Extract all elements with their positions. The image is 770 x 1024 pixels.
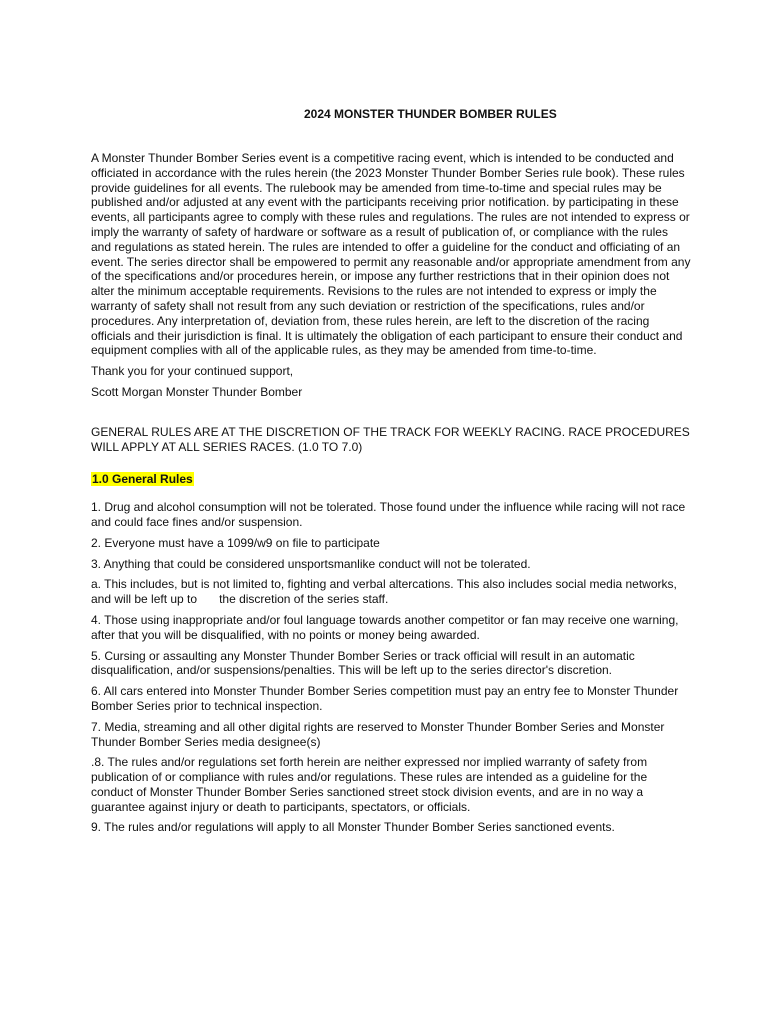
general-rules-note: GENERAL RULES ARE AT THE DISCRETION OF THE TRACK FOR WEEKLY RACING. RACE PROCEDURES WILL APPLY AT ALL SERIES RACES. (1.0 TO 7.0) bbox=[91, 424, 690, 454]
rule-3: 3. Anything that could be considered unsportsmanlike conduct will not be tolerated. bbox=[91, 556, 531, 571]
intro-paragraph: A Monster Thunder Bomber Series event is a competitive racing event, which is intended to be conducted and officiated in accordance with the rules herein (the 2023 Monster Thunder Bomber Series rule book). These rules provide guidelines for all events. The rulebook may be amended from time-to-time and special rules may be published and/or adjusted at any event with the participants receiving prior notification. by participating in these events, all participants agree to comply with these rules and regulations. The rules are not intended to express or imply the warranty of safety of hardware or software as a result of publication of, or compliance with the rules and regulations as stated herein. The rules are intended to offer a guideline for the conduct and officiating of an event. The series director shall be empowered to permit any reasonable and/or appropriate amendment from any of the specifications and/or procedures herein, or impose any further restrictions that in their opinion does not alter the minimum acceptable requirements. Revisions to the rules are not intended to express or imply the warranty of safety shall not result from any such deviation or restriction of the specifications, rules and/or procedures. Any interpretation of, deviation from, these rules herein, are left to the discretion of the racing officials and their jurisdiction is final. It is ultimately the obligation of each participant to ensure their conduct and equipment complies with all of the applicable rules, as they may be amended from time-to-time. bbox=[91, 151, 691, 358]
rule-5: 5. Cursing or assaulting any Monster Thunder Bomber Series or track official will result in an automatic disqualification, and/or suspensions/penalties. This will be left up to the series director's discretion. bbox=[91, 648, 635, 678]
section-heading-container bbox=[91, 472, 691, 487]
thanks-line: Thank you for your continued support, bbox=[91, 364, 294, 379]
rule-1-line-2: and could face fines and/or suspension. bbox=[91, 514, 303, 529]
rule-7: 7. Media, streaming and all other digital rights are reserved to Monster Thunder Bomber Series and Monster Thunder Bomber Series media designee(s) bbox=[91, 719, 665, 749]
section-heading: 1.0 General Rules bbox=[92, 472, 193, 487]
rule-6: 6. All cars entered into Monster Thunder Bomber Series competition must pay an entry fee to Monster Thunder Bomber Series prior to technical inspection. bbox=[91, 684, 679, 713]
signature-line: Scott Morgan Monster Thunder Bomber bbox=[91, 384, 303, 399]
rule-4: 4. Those using inappropriate and/or foul language towards another competitor or fan may receive one warning, after that you will be disqualified, with no points or money being awarded. bbox=[91, 612, 679, 642]
rule-3a-part-2: the discretion of the series staff. bbox=[219, 592, 389, 607]
rule-3a-part-1: a. This includes, but is not limited to, fighting and verbal altercations. This also includes social media networks, and will be left up to bbox=[91, 577, 677, 607]
rule-1 bbox=[91, 500, 691, 530]
document-title: 2024 MONSTER THUNDER BOMBER RULES bbox=[304, 107, 557, 121]
rule-9: 9. The rules and/or regulations will apply to all Monster Thunder Bomber Series sanctioned events. bbox=[91, 820, 615, 835]
document-body bbox=[91, 151, 691, 841]
rule-8: .8. The rules and/or regulations set forth herein are neither expressed nor implied warranty of safety from publication of or compliance with rules and/or regulations. These rules are intended as a guideline for the conduct of Monster Thunder Bomber Series sanctioned street stock division events, and are in no way a guarantee against injury or death to participants, spectators, or officials. bbox=[91, 755, 648, 814]
rule-2: 2. Everyone must have a 1099/w9 on file to participate bbox=[91, 535, 380, 550]
rule-1-line-1: 1. Drug and alcohol consumption will not be tolerated. Those found under the influence while racing will not race bbox=[91, 500, 686, 515]
rule-3a bbox=[91, 577, 691, 607]
